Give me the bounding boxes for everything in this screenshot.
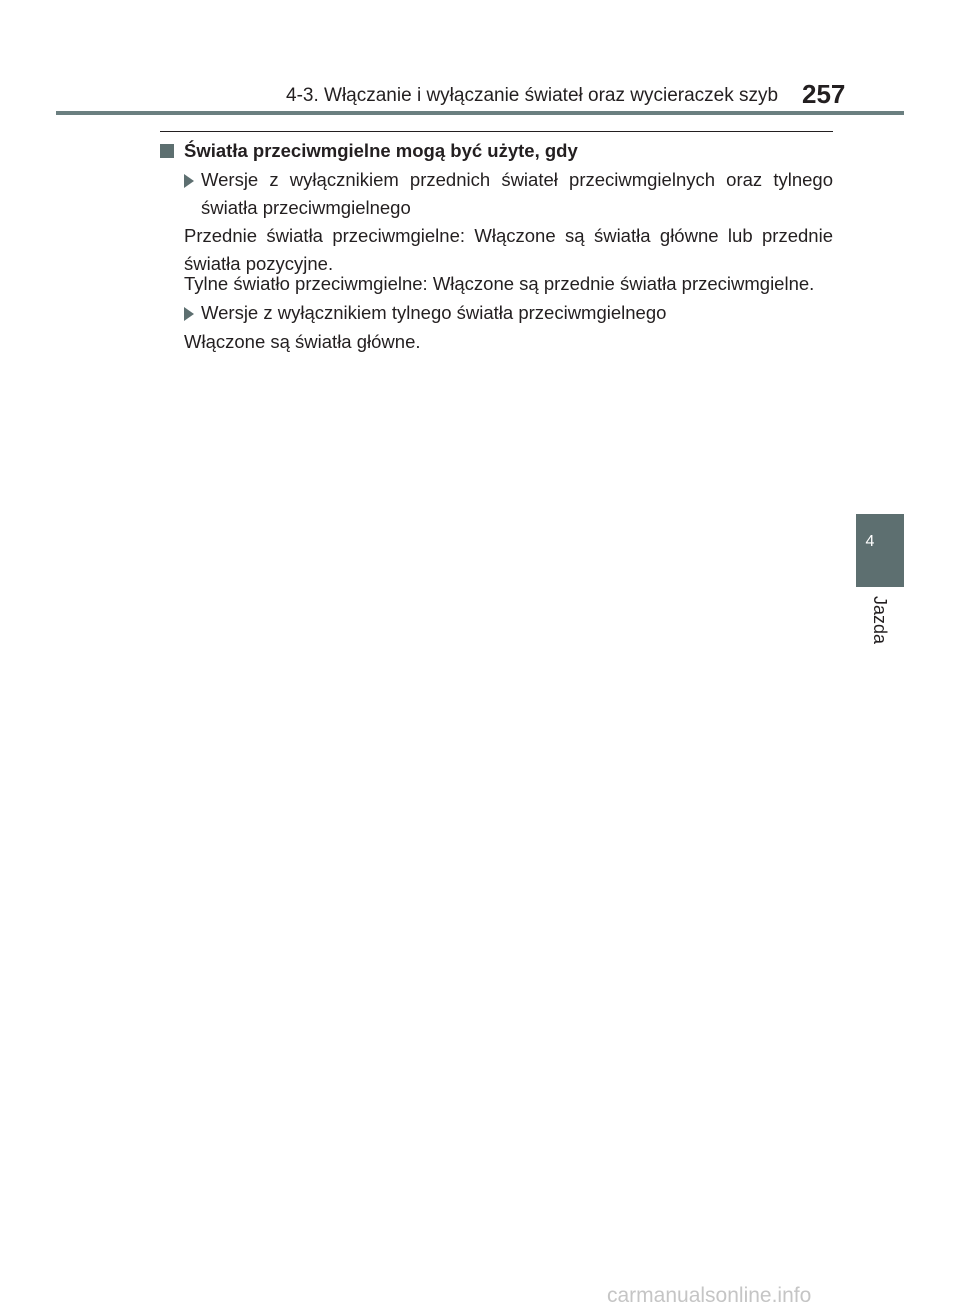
bullet-item	[184, 299, 833, 327]
header-section-title: 4-3. Włączanie i wyłączanie świateł oraz wycieraczek szyb	[286, 85, 779, 106]
paragraph: Włączone są światła główne.	[184, 331, 421, 352]
chapter-tab-label-text: Jazda	[870, 596, 890, 645]
header-rule	[56, 111, 904, 115]
paragraph: Przednie światła przeciwmgielne: Włączone są światła główne lub przednie światła pozycyjne.	[184, 225, 833, 274]
watermark: carmanualsonline.info	[607, 1284, 812, 1307]
chapter-tab	[856, 514, 904, 587]
section-divider	[160, 131, 833, 132]
bullet-item-text: Wersje z wyłącznikiem przednich świateł przeciwmgielnych oraz tylnego światła przeciwmgielnego	[201, 169, 833, 218]
square-bullet-icon	[160, 144, 174, 158]
bullet-item	[184, 166, 833, 222]
chapter-tab-label	[868, 596, 892, 656]
page-number: 257	[802, 79, 846, 109]
bullet-item-text: Wersje z wyłącznikiem tylnego światła przeciwmgielnego	[201, 302, 667, 323]
paragraph: Tylne światło przeciwmgielne: Włączone są przednie światła przeciwmgielne.	[184, 273, 815, 294]
chapter-tab-number: 4	[865, 533, 875, 550]
triangle-bullet-icon	[184, 307, 194, 321]
section-heading-text: Światła przeciwmgielne mogą być użyte, gdy	[184, 140, 578, 161]
section-heading	[160, 138, 833, 164]
triangle-bullet-icon	[184, 174, 194, 188]
